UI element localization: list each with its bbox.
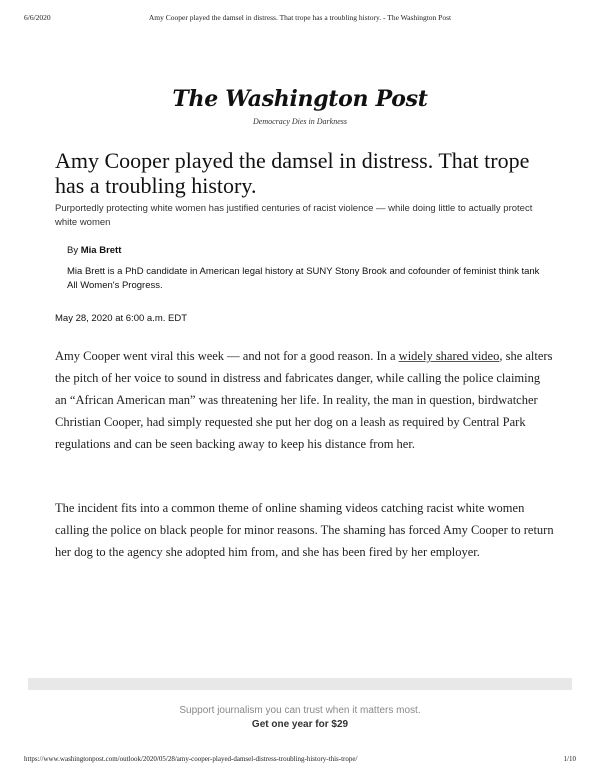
paragraph-1-text-end: , she alters the pitch of her voice to sound in distress and fabricates danger, while calling the police claiming an “African American man” was threatening her life. In reality, the man in question, birdwatcher Christian Cooper, had simply requested she put her dog on a leash as required by Central Park regulations and can be seen backing away to keep his distance from her.	[55, 349, 553, 451]
subscription-banner	[28, 678, 572, 738]
masthead	[0, 86, 600, 126]
article-subhead: Purportedly protecting white women has justified centuries of racist violence — while doing little to actually protect white women	[55, 203, 533, 228]
print-url: https://www.washingtonpost.com/outlook/2020/05/28/amy-cooper-played-damsel-distress-troubling-history-this-trope/	[24, 755, 358, 763]
byline-prefix: By	[67, 245, 79, 256]
article-paragraph-1	[55, 345, 555, 455]
article-headline: Amy Cooper played the damsel in distress. That trope has a troubling history.	[55, 148, 530, 198]
tagline: Democracy Dies in Darkness	[253, 117, 347, 126]
page-number: 1/10	[563, 755, 576, 763]
print-title: Amy Cooper played the damsel in distress. That trope has a troubling history. - The Washington Post	[148, 13, 452, 22]
print-header	[0, 13, 600, 25]
byline	[67, 245, 121, 256]
author-link[interactable]: Mia Brett	[80, 245, 122, 256]
widely-shared-video-link[interactable]: widely shared video	[398, 349, 500, 363]
print-footer	[0, 755, 600, 767]
author-bio: Mia Brett is a PhD candidate in American legal history at SUNY Stony Brook and cofounder of feminist think tank All Women's Progress.	[67, 266, 540, 291]
subscribe-offer-link[interactable]: Get one year for $29	[251, 719, 349, 730]
washington-post-logo[interactable]: The Washington Post	[172, 86, 428, 112]
print-date: 6/6/2020	[24, 13, 51, 22]
article-paragraph-2: The incident fits into a common theme of online shaming videos catching racist white women calling the police on black people for minor reasons. The shaming has forced Amy Cooper to return her dog to the agency she adopted him from, and she has been fired by her employer.	[55, 501, 554, 559]
paragraph-1-text-start: Amy Cooper went viral this week — and not for a good reason. In a	[55, 349, 399, 363]
article-dateline: May 28, 2020 at 6:00 a.m. EDT	[55, 313, 188, 324]
subscription-message: Support journalism you can trust when it matters most.	[179, 705, 421, 716]
